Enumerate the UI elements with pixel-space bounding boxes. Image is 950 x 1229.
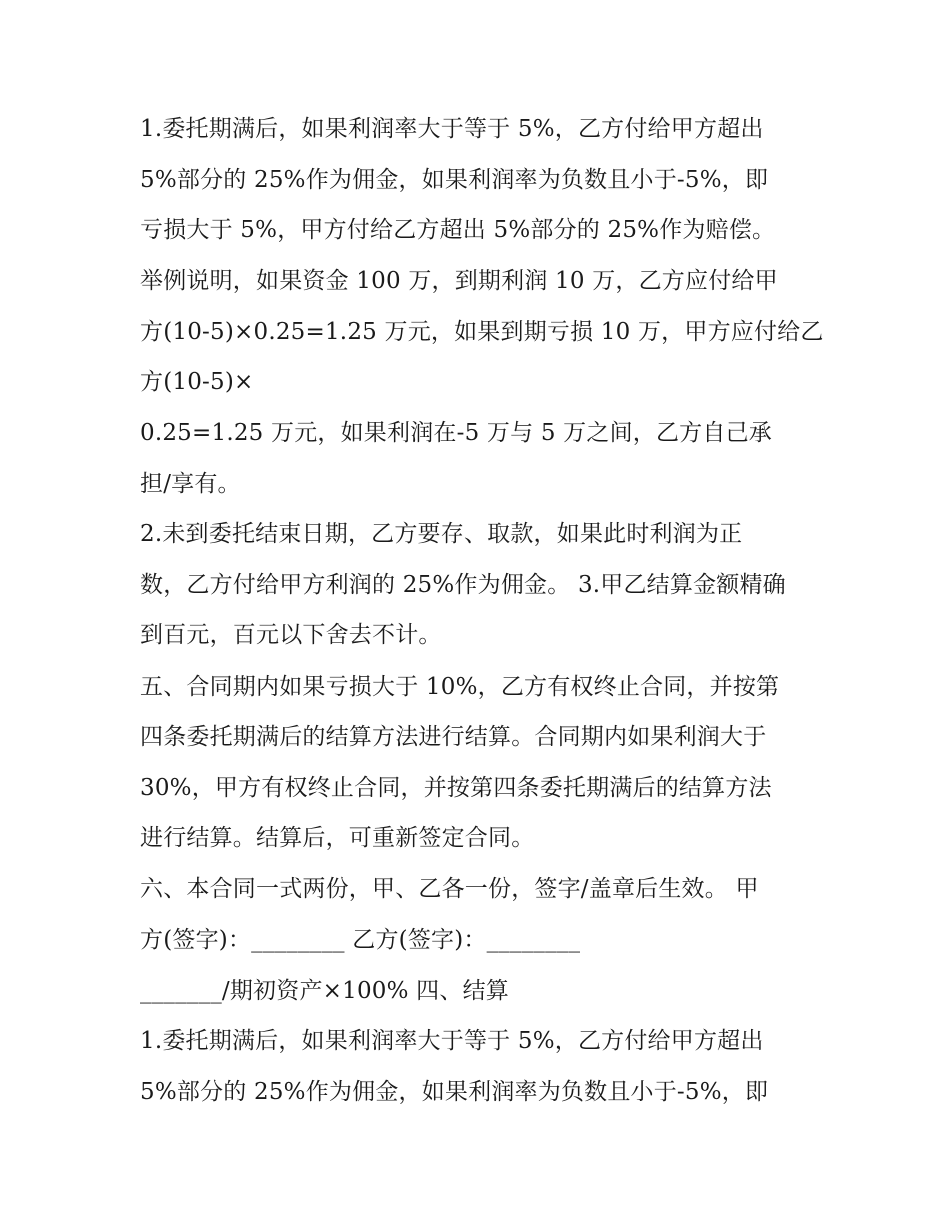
text-line-17: 方(签字)：________ 乙方(签字)：________ — [140, 927, 581, 953]
text-line-1: 1.委托期满后，如果利润率大于等于 5%，乙方付给甲方超出 — [140, 116, 764, 142]
text-line-18: _______/期初资产×100% 四、结算 — [140, 978, 509, 1004]
text-line-4: 举例说明，如果资金 100 万，到期利润 10 万，乙方应付给甲 — [140, 268, 778, 294]
text-line-12: 五、合同期内如果亏损大于 10%，乙方有权终止合同，并按第 — [140, 674, 780, 700]
text-line-16: 六、本合同一式两份，甲、乙各一份，签字/盖章后生效。 甲 — [140, 876, 759, 902]
text-line-7: 0.25=1.25 万元，如果利润在-5 万与 5 万之间，乙方自己承 — [140, 420, 772, 446]
text-line-2: 5%部分的 25%作为佣金，如果利润率为负数且小于-5%，即 — [140, 167, 769, 193]
text-line-3: 亏损大于 5%，甲方付给乙方超出 5%部分的 25%作为赔偿。 — [140, 217, 776, 243]
text-line-19: 1.委托期满后，如果利润率大于等于 5%，乙方付给甲方超出 — [140, 1028, 764, 1054]
text-line-13: 四条委托期满后的结算方法进行结算。合同期内如果利润大于 — [140, 724, 767, 750]
text-line-8: 担/享有。 — [140, 471, 241, 497]
text-line-10: 数，乙方付给甲方利润的 25%作为佣金。 3.甲乙结算金额精确 — [140, 572, 786, 598]
text-line-11: 到百元，百元以下舍去不计。 — [140, 622, 442, 648]
text-line-6: 方(10-5)× — [140, 369, 254, 395]
text-line-14: 30%，甲方有权终止合同，并按第四条委托期满后的结算方法 — [140, 775, 772, 801]
text-line-15: 进行结算。结算后，可重新签定合同。 — [140, 825, 535, 851]
text-line-5: 方(10-5)×0.25=1.25 万元，如果到期亏损 10 万，甲方应付给乙 — [140, 319, 824, 345]
text-line-20: 5%部分的 25%作为佣金，如果利润率为负数且小于-5%，即 — [140, 1079, 769, 1105]
text-line-9: 2.未到委托结束日期，乙方要存、取款，如果此时利润为正 — [140, 521, 743, 547]
